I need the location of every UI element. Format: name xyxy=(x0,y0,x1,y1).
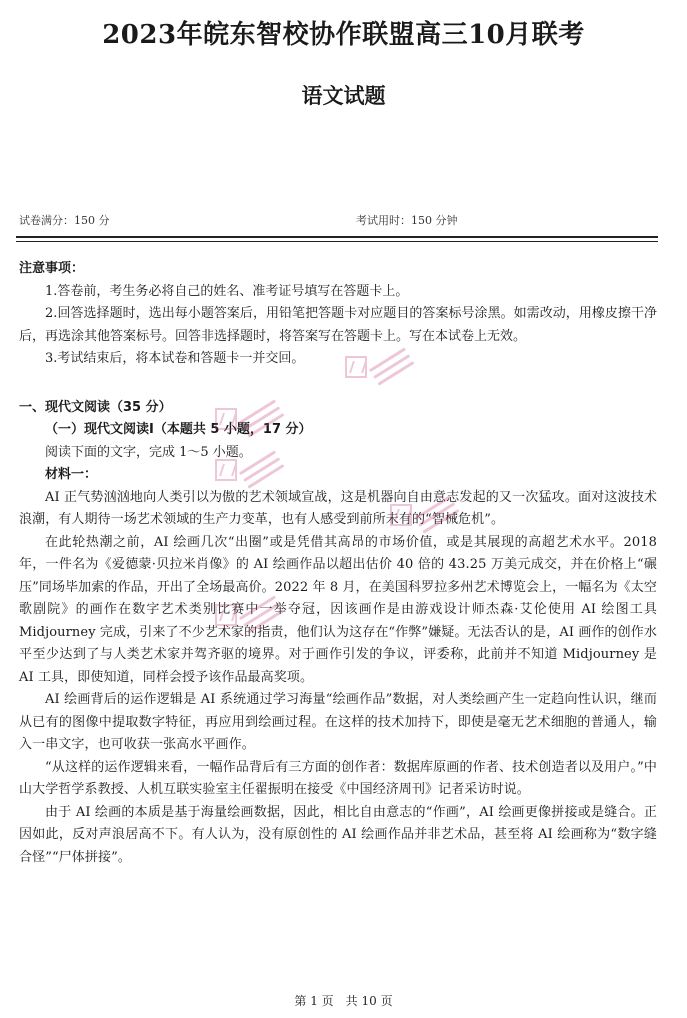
score-info: 试卷满分：150 分 xyxy=(19,214,110,227)
material-heading: 材料一： xyxy=(45,467,98,482)
section-heading: 一、现代文阅读（35 分） xyxy=(19,399,172,415)
time-info: 考试用时：150 分钟 xyxy=(356,214,458,227)
notice-item: 3.考试结束后，将本试卷和答题卡一并交回。 xyxy=(45,351,305,366)
material-paragraph: AI 正气势汹汹地向人类引以为傲的艺术领域宣战，这是机器向自由意志发起的又一次猛攻。面对这波技术浪潮，有人期待一场艺术领域的生产力变革，也有人感受到前所未有的“智械危机”。 xyxy=(19,489,657,527)
notice-heading: 注意事项： xyxy=(19,261,85,276)
header-rule-thick xyxy=(16,236,658,238)
page-title: 2023年皖东智校协作联盟高三10月联考 xyxy=(102,20,585,50)
material-paragraph: “从这样的运作逻辑来看，一幅作品背后有三方面的创作者：数据库原画的作者、技术创造者以及用户。”中山大学哲学系教授、人机互联实验室主任翟振明在接受《中国经济周刊》记者采访时说。 xyxy=(19,759,657,797)
reading-instruction: 阅读下面的文字，完成 1～5 小题。 xyxy=(45,444,252,460)
notice-item: 2.回答选择题时，选出每小题答案后，用铅笔把答题卡对应题目的答案标号涂黑。如需改动，用橡皮擦干净后，再选涂其他答案标号。回答非选择题时，将答案写在答题卡上。写在本试卷上无效。 xyxy=(19,306,657,344)
header-rule-thin xyxy=(16,241,658,242)
sub-section-heading: （一）现代文阅读Ⅰ（本题共 5 小题，17 分） xyxy=(45,422,312,437)
material-paragraph: 在此轮热潮之前，AI 绘画几次“出圈”或是凭借其高昂的市场价值，或是其展现的高超艺术水平。2018 年，一件名为《爱德蒙·贝拉米肖像》的 AI 绘画作品以超出估价 40 倍的 43.25 万美元成交，并在价格上“碾压”同场毕加索的作品，开出了全场最高价。2022 年 8 月，在美国科罗拉多州艺术博览会上，一幅名为《太空歌剧院》的画作在数字艺术类别比赛中一举夺冠，因该画作是由游戏设计师杰森·艾伦使用 AI 绘图工具 Midjourney 完成，引来了不少艺术家的指责，他们认为这存在“作弊”嫌疑。无法否认的是，AI 画作的创作水平至少达到了与人类艺术家并驾齐驱的境界。对于画作引发的争议，评委称，此前并不知道 Midjourney 是 AI 工具，即使知道，同样会授予该作品最高奖项。 xyxy=(19,534,657,685)
document-body xyxy=(19,258,657,869)
page-footer: 第 1 页 共 10 页 xyxy=(294,994,393,1008)
subject-title: 语文试题 xyxy=(301,84,386,108)
notice-item: 1.答卷前，考生务必将自己的姓名、准考证号填写在答题卡上。 xyxy=(45,283,409,299)
material-paragraph: AI 绘画背后的运作逻辑是 AI 系统通过学习海量“绘画作品”数据，对人类绘画产生一定趋向性认识，继而从已有的图像中提取数字特征，再应用到绘画过程。在这样的技术加持下，即使是毫无艺术细胞的普通人，输入一串文字，也可收获一张高水平画作。 xyxy=(19,692,657,752)
material-paragraph: 由于 AI 绘画的本质是基于海量绘画数据，因此，相比自由意志的“作画”，AI 绘画更像拼接或是缝合。正因如此，反对声浪居高不下。有人认为，没有原创性的 AI 绘画作品并非艺术品，甚至将 AI 绘画称为“数字缝合怪”“尸体拼接”。 xyxy=(19,804,657,865)
spacer xyxy=(19,371,657,397)
